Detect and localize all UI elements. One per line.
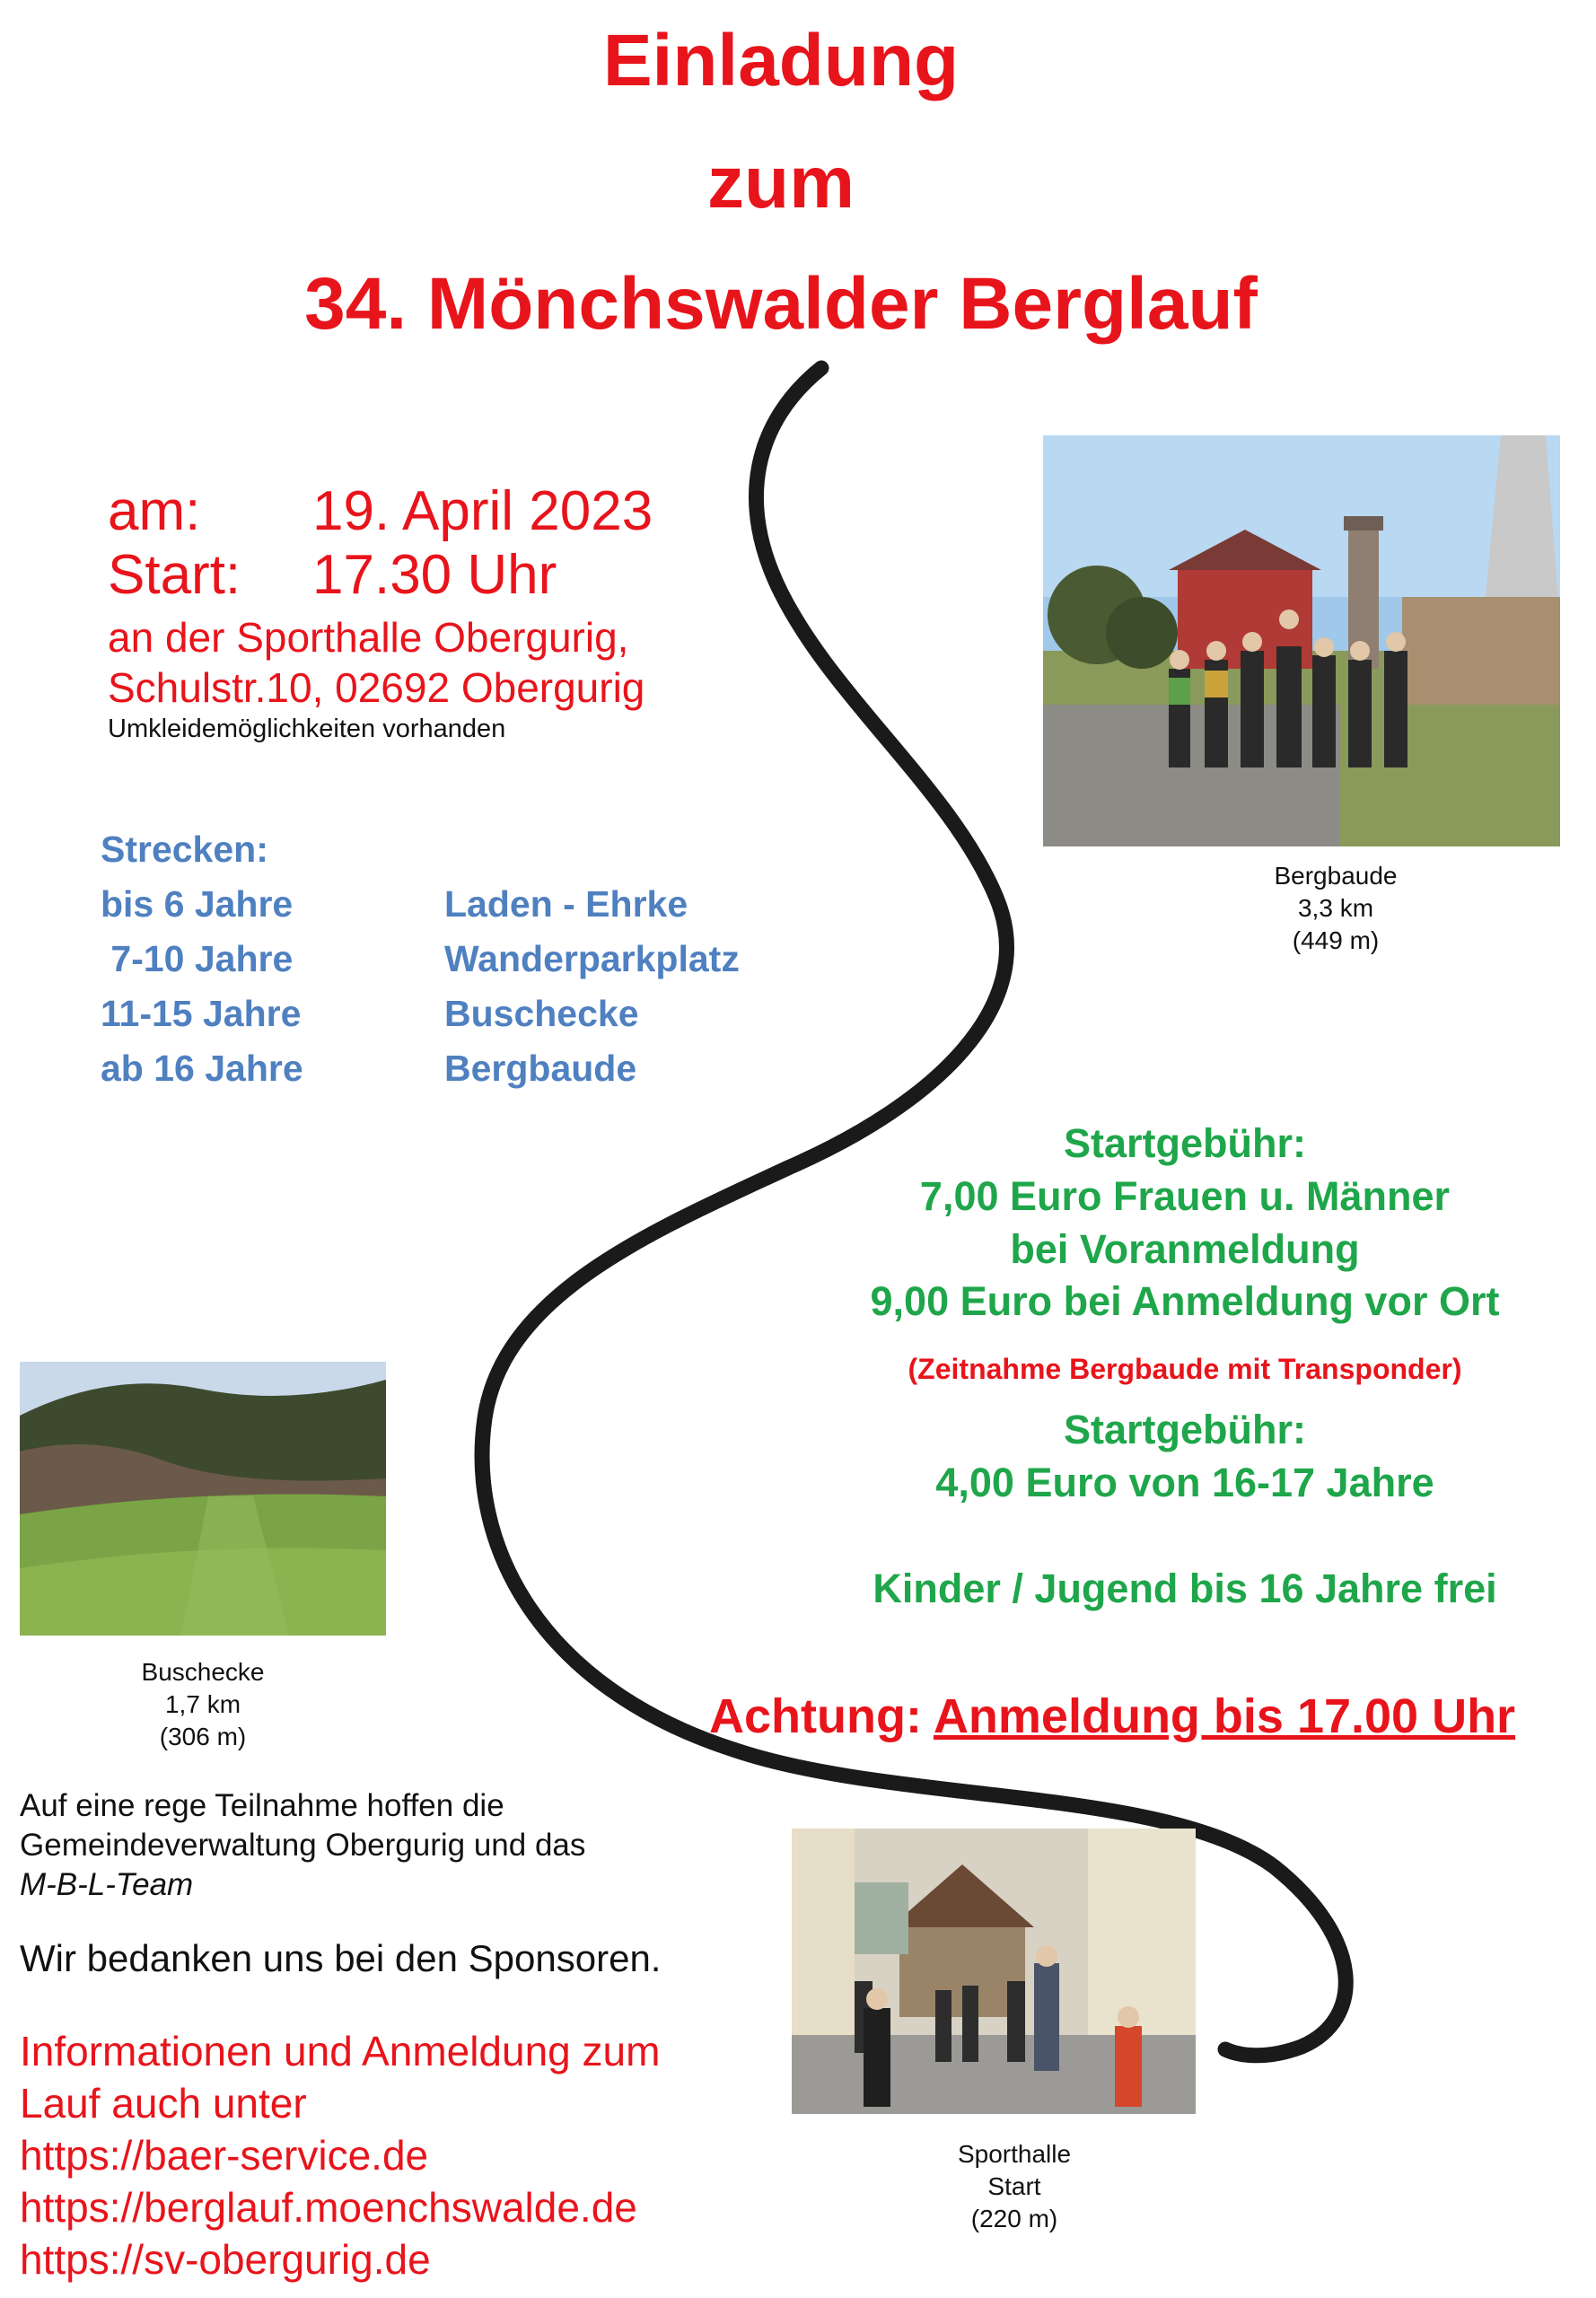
deadline-text: Anmeldung bis 17.00 Uhr (933, 1689, 1516, 1743)
hope-line-2: Gemeindeverwaltung Obergurig und das (20, 1828, 586, 1863)
routes-heading: Strecken: (101, 829, 268, 870)
bergbaude-photo (1043, 435, 1560, 846)
link-berglauf-moenchswalde[interactable]: https://berglauf.moenchswalde.de (20, 2184, 637, 2231)
bergbaude-elevation: (449 m) (1292, 926, 1380, 954)
start-label: Start: (108, 544, 241, 606)
location-line-1: an der Sporthalle Obergurig, (108, 614, 629, 661)
route-name-1: Laden - Ehrke (444, 883, 688, 925)
date-label: am: (108, 480, 201, 542)
buschecke-distance: 1,7 km (164, 1690, 241, 1718)
location-line-2: Schulstr.10, 02692 Obergurig (108, 664, 645, 711)
fee-line-2: bei Voranmeldung (1010, 1226, 1360, 1272)
fee-line-3: 9,00 Euro bei Anmeldung vor Ort (870, 1278, 1500, 1324)
sporthalle-photo (792, 1829, 1196, 2114)
team-name: M-B-L-Team (20, 1867, 194, 1902)
sporthalle-caption (880, 2138, 1149, 2235)
bergbaude-caption (1201, 860, 1470, 957)
buschecke-elevation: (306 m) (159, 1723, 247, 1750)
links-list (20, 2129, 637, 2285)
sporthalle-elevation: (220 m) (970, 2205, 1058, 2232)
link-sv-obergurig[interactable]: https://sv-obergurig.de (20, 2236, 431, 2283)
route-age-4: ab 16 Jahre (101, 1048, 303, 1089)
route-name-2: Wanderparkplatz (444, 938, 740, 979)
fee-line-1: 7,00 Euro Frauen u. Männer (919, 1173, 1451, 1219)
route-age-3: 11-15 Jahre (101, 993, 302, 1034)
changing-rooms-note: Umkleidemöglichkeiten vorhanden (108, 715, 506, 743)
buschecke-caption (68, 1656, 338, 1753)
fee-heading-2: Startgebühr: (1064, 1407, 1306, 1452)
title-line-1: Einladung (602, 20, 960, 101)
title-line-2: zum (707, 142, 855, 224)
fee-heading-1: Startgebühr: (1064, 1120, 1306, 1166)
hope-line-1: Auf eine rege Teilnahme hoffen die (20, 1788, 504, 1823)
route-name-4: Bergbaude (444, 1048, 637, 1089)
title-line-3: 34. Mönchswalder Berglauf (304, 263, 1258, 345)
start-value: 17.30 Uhr (312, 544, 557, 606)
fee-line-4: 4,00 Euro von 16-17 Jahre (935, 1460, 1434, 1505)
route-age-2: 7-10 Jahre (101, 938, 294, 979)
bergbaude-name: Bergbaude (1274, 862, 1398, 890)
sporthalle-name: Sporthalle (957, 2140, 1072, 2168)
deadline-notice (709, 1688, 1515, 1744)
route-age-1: bis 6 Jahre (101, 883, 294, 925)
sporthalle-distance: Start (987, 2172, 1041, 2200)
buschecke-name: Buschecke (141, 1658, 265, 1686)
fee-line-5: Kinder / Jugend bis 16 Jahre frei (873, 1566, 1497, 1611)
route-name-3: Buschecke (444, 993, 639, 1034)
date-value: 19. April 2023 (312, 480, 653, 542)
info-line-2: Lauf auch unter (20, 2080, 307, 2127)
timing-note: (Zeitnahme Bergbaude mit Transponder) (908, 1353, 1462, 1385)
sponsors-thanks: Wir bedanken uns bei den Sponsoren. (20, 1937, 662, 1979)
buschecke-photo (20, 1362, 386, 1636)
link-baer-service[interactable]: https://baer-service.de (20, 2132, 429, 2179)
deadline-prefix: Achtung: (709, 1689, 922, 1743)
bergbaude-distance: 3,3 km (1297, 894, 1374, 922)
info-line-1: Informationen und Anmeldung zum (20, 2028, 661, 2074)
